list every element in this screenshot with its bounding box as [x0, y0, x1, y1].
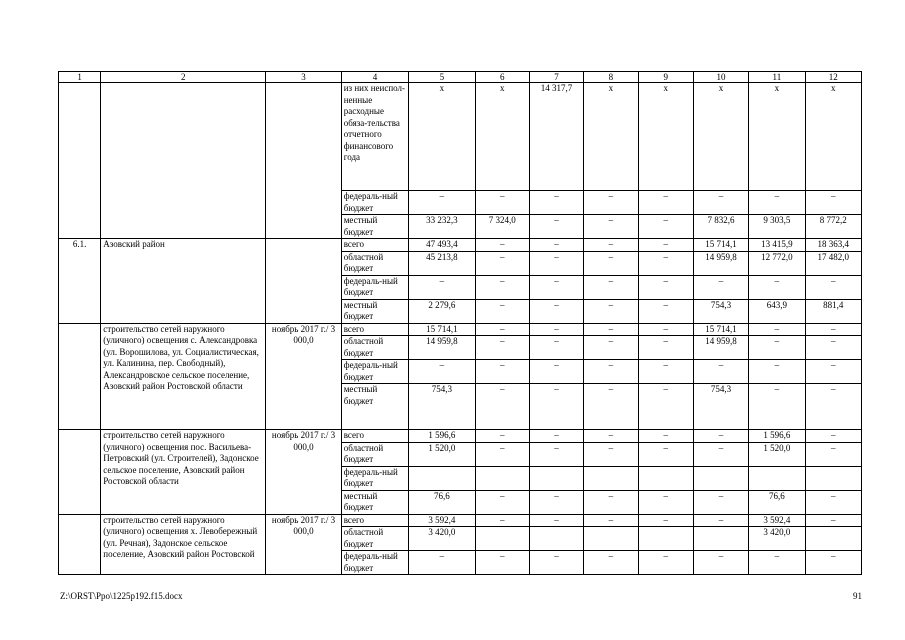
amount-cell: –	[584, 323, 638, 336]
amount-cell: –	[584, 191, 638, 215]
amount-cell: 14 959,8	[693, 251, 748, 275]
amount-cell: –	[529, 336, 583, 360]
column-header-cell: 5	[409, 72, 475, 83]
funding-source-cell: всего	[341, 430, 408, 443]
funding-source-cell: федераль-ный бюджет	[341, 275, 408, 299]
funding-source-cell: местный бюджет	[341, 490, 408, 514]
amount-cell: –	[805, 384, 861, 430]
column-header-cell: 10	[693, 72, 748, 83]
amount-cell: –	[409, 275, 475, 299]
amount-cell	[805, 466, 861, 490]
column-header-cell: 1	[59, 72, 101, 83]
amount-cell: –	[475, 336, 529, 360]
amount-cell: 3 420,0	[409, 527, 475, 551]
amount-cell: –	[529, 239, 583, 252]
amount-cell: –	[638, 551, 693, 575]
amount-cell: х	[409, 83, 475, 191]
footer-page-number: 91	[853, 591, 862, 601]
amount-cell: –	[475, 490, 529, 514]
name-cell	[101, 83, 266, 239]
amount-cell: –	[638, 514, 693, 527]
amount-cell: –	[805, 275, 861, 299]
amount-cell: 2 279,6	[409, 299, 475, 323]
amount-cell: –	[638, 442, 693, 466]
column-header-cell: 8	[584, 72, 638, 83]
amount-cell: –	[584, 215, 638, 239]
amount-cell: –	[584, 430, 638, 443]
amount-cell: –	[749, 384, 805, 430]
funding-source-cell: федераль-ный бюджет	[341, 360, 408, 384]
amount-cell: –	[693, 430, 748, 443]
row-number-cell: 6.1.	[59, 239, 101, 324]
amount-cell: –	[638, 239, 693, 252]
amount-cell: –	[749, 323, 805, 336]
funding-source-cell: местный бюджет	[341, 215, 408, 239]
amount-cell: х	[805, 83, 861, 191]
amount-cell: –	[693, 442, 748, 466]
amount-cell: –	[529, 490, 583, 514]
amount-cell: –	[584, 490, 638, 514]
amount-cell: 3 592,4	[409, 514, 475, 527]
amount-cell: 3 420,0	[749, 527, 805, 551]
row-number-cell	[59, 323, 101, 430]
amount-cell	[529, 527, 583, 551]
column-header-cell: 6	[475, 72, 529, 83]
amount-cell: 3 592,4	[749, 514, 805, 527]
amount-cell: –	[475, 299, 529, 323]
row-number-cell	[59, 83, 101, 239]
amount-cell: –	[475, 275, 529, 299]
amount-cell: х	[475, 83, 529, 191]
amount-cell: –	[584, 384, 638, 430]
amount-cell: –	[805, 551, 861, 575]
amount-cell: –	[584, 275, 638, 299]
amount-cell: –	[805, 336, 861, 360]
amount-cell: 8 772,2	[805, 215, 861, 239]
table-row	[59, 83, 862, 191]
funding-source-cell: из них неиспол-ненные расходные обяза-тельства отчетного финансового года	[341, 83, 408, 191]
column-header-cell: 7	[529, 72, 583, 83]
budget-table	[58, 71, 862, 575]
header-row	[59, 72, 862, 83]
amount-cell: 9 303,5	[749, 215, 805, 239]
amount-cell	[475, 527, 529, 551]
amount-cell: х	[749, 83, 805, 191]
amount-cell: –	[409, 191, 475, 215]
amount-cell: 15 714,1	[693, 239, 748, 252]
amount-cell: –	[475, 514, 529, 527]
amount-cell: –	[693, 191, 748, 215]
amount-cell: 76,6	[409, 490, 475, 514]
amount-cell: –	[638, 215, 693, 239]
amount-cell: –	[584, 336, 638, 360]
amount-cell: –	[409, 551, 475, 575]
amount-cell	[638, 466, 693, 490]
amount-cell: 643,9	[749, 299, 805, 323]
amount-cell: 754,3	[409, 384, 475, 430]
amount-cell: 17 482,0	[805, 251, 861, 275]
column-header-cell: 4	[341, 72, 408, 83]
amount-cell: –	[638, 191, 693, 215]
amount-cell: 14 959,8	[693, 336, 748, 360]
table-row	[59, 514, 862, 527]
amount-cell: –	[805, 360, 861, 384]
amount-cell: –	[749, 275, 805, 299]
amount-cell: –	[529, 323, 583, 336]
amount-cell: –	[475, 360, 529, 384]
amount-cell: –	[638, 299, 693, 323]
amount-cell: х	[584, 83, 638, 191]
amount-cell	[584, 466, 638, 490]
amount-cell: –	[584, 551, 638, 575]
amount-cell: 1 520,0	[749, 442, 805, 466]
amount-cell: 14 317,7	[529, 83, 583, 191]
amount-cell: –	[529, 251, 583, 275]
amount-cell: 33 232,3	[409, 215, 475, 239]
amount-cell	[693, 527, 748, 551]
amount-cell: –	[475, 251, 529, 275]
table-row	[59, 430, 862, 443]
amount-cell: 47 493,4	[409, 239, 475, 252]
amount-cell	[749, 466, 805, 490]
name-cell: Азовский район	[101, 239, 266, 324]
amount-cell: 15 714,1	[693, 323, 748, 336]
amount-cell: –	[638, 336, 693, 360]
amount-cell: 7 832,6	[693, 215, 748, 239]
amount-cell: –	[693, 490, 748, 514]
amount-cell	[584, 527, 638, 551]
date-capacity-cell: ноябрь 2017 г./ 3 000,0	[266, 323, 341, 430]
amount-cell: 18 363,4	[805, 239, 861, 252]
funding-source-cell: всего	[341, 514, 408, 527]
date-capacity-cell: ноябрь 2017 г./ 3 000,0	[266, 514, 341, 575]
amount-cell: х	[693, 83, 748, 191]
amount-cell: –	[529, 551, 583, 575]
amount-cell: –	[475, 551, 529, 575]
funding-source-cell: всего	[341, 323, 408, 336]
amount-cell: –	[638, 384, 693, 430]
amount-cell: –	[584, 251, 638, 275]
amount-cell: –	[805, 191, 861, 215]
funding-source-cell: областной бюджет	[341, 251, 408, 275]
amount-cell: –	[584, 360, 638, 384]
amount-cell	[529, 466, 583, 490]
amount-cell: 754,3	[693, 299, 748, 323]
amount-cell: –	[805, 323, 861, 336]
name-cell: строительство сетей наружного (уличного) освещения с. Александровка (ул. Ворошилова, ул. Социалистическая, ул. Калинина, пер. Свободный), Александровское сельское поселение, Азовский район Ростовской области	[101, 323, 266, 430]
amount-cell: –	[749, 551, 805, 575]
amount-cell	[638, 527, 693, 551]
column-header-cell: 11	[749, 72, 805, 83]
column-header-cell: 2	[101, 72, 266, 83]
amount-cell: –	[749, 336, 805, 360]
amount-cell: –	[584, 442, 638, 466]
amount-cell: 13 415,9	[749, 239, 805, 252]
amount-cell: –	[584, 514, 638, 527]
amount-cell: –	[805, 490, 861, 514]
funding-source-cell: областной бюджет	[341, 527, 408, 551]
amount-cell: 754,3	[693, 384, 748, 430]
amount-cell: –	[749, 191, 805, 215]
amount-cell	[409, 466, 475, 490]
amount-cell: –	[529, 442, 583, 466]
amount-cell: –	[749, 360, 805, 384]
amount-cell: –	[529, 215, 583, 239]
amount-cell	[475, 466, 529, 490]
amount-cell: 12 772,0	[749, 251, 805, 275]
funding-source-cell: федераль-ный бюджет	[341, 191, 408, 215]
amount-cell: –	[475, 323, 529, 336]
amount-cell: –	[475, 191, 529, 215]
table-row	[59, 323, 862, 336]
amount-cell: 45 213,8	[409, 251, 475, 275]
column-header-cell: 9	[638, 72, 693, 83]
amount-cell: х	[638, 83, 693, 191]
amount-cell: –	[475, 384, 529, 430]
amount-cell: –	[529, 514, 583, 527]
amount-cell: –	[638, 490, 693, 514]
amount-cell: –	[529, 384, 583, 430]
amount-cell: –	[584, 239, 638, 252]
footer-file-path: Z:\ORST\Ppo\1225p192.f15.docx	[60, 591, 183, 601]
amount-cell: –	[584, 299, 638, 323]
amount-cell: –	[475, 442, 529, 466]
funding-source-cell: местный бюджет	[341, 384, 408, 430]
amount-cell: –	[529, 299, 583, 323]
amount-cell	[805, 527, 861, 551]
funding-source-cell: областной бюджет	[341, 336, 408, 360]
amount-cell: 1 596,6	[409, 430, 475, 443]
amount-cell: –	[805, 442, 861, 466]
date-capacity-cell	[266, 83, 341, 239]
amount-cell: –	[638, 430, 693, 443]
amount-cell: –	[529, 360, 583, 384]
amount-cell: –	[805, 430, 861, 443]
funding-source-cell: местный бюджет	[341, 299, 408, 323]
funding-source-cell: областной бюджет	[341, 442, 408, 466]
name-cell: строительство сетей наружного (уличного) освещения пос. Васильева-Петровский (ул. Строителей), Задонское сельское поселение, Азовский район Ростовской области	[101, 430, 266, 515]
row-number-cell	[59, 514, 101, 575]
amount-cell: 15 714,1	[409, 323, 475, 336]
amount-cell: –	[693, 551, 748, 575]
table-row	[59, 239, 862, 252]
name-cell: строительство сетей наружного (уличного) освещения х. Левобережный (ул. Речная), Задонское сельское поселение, Азовский район Ростовской	[101, 514, 266, 575]
amount-cell: –	[529, 191, 583, 215]
amount-cell: –	[693, 360, 748, 384]
amount-cell: –	[475, 430, 529, 443]
row-number-cell	[59, 430, 101, 515]
amount-cell: –	[529, 430, 583, 443]
amount-cell: –	[638, 360, 693, 384]
amount-cell: –	[638, 323, 693, 336]
amount-cell: 76,6	[749, 490, 805, 514]
amount-cell	[693, 466, 748, 490]
amount-cell: 881,4	[805, 299, 861, 323]
amount-cell: –	[638, 275, 693, 299]
date-capacity-cell: ноябрь 2017 г./ 3 000,0	[266, 430, 341, 515]
amount-cell: –	[409, 360, 475, 384]
amount-cell: –	[475, 239, 529, 252]
funding-source-cell: всего	[341, 239, 408, 252]
amount-cell: –	[529, 275, 583, 299]
column-header-cell: 12	[805, 72, 861, 83]
column-header-cell: 3	[266, 72, 341, 83]
amount-cell: –	[638, 251, 693, 275]
amount-cell: 1 596,6	[749, 430, 805, 443]
amount-cell: 7 324,0	[475, 215, 529, 239]
date-capacity-cell	[266, 239, 341, 324]
amount-cell: –	[693, 514, 748, 527]
amount-cell: 1 520,0	[409, 442, 475, 466]
funding-source-cell: федераль-ный бюджет	[341, 466, 408, 490]
amount-cell: –	[805, 514, 861, 527]
amount-cell: 14 959,8	[409, 336, 475, 360]
amount-cell: –	[693, 275, 748, 299]
funding-source-cell: федераль-ный бюджет	[341, 551, 408, 575]
